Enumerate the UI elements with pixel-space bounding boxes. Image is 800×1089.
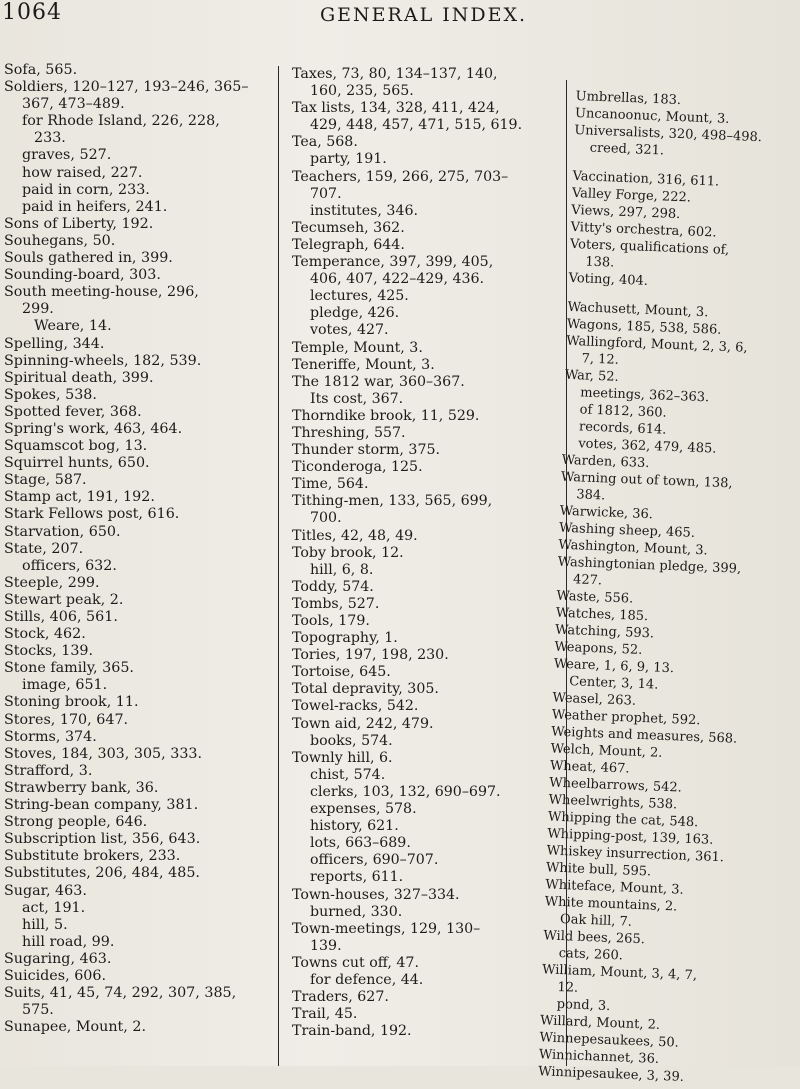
index-entry: Wheelbarrows, 542. [549, 775, 683, 796]
index-entry: Wild bees, 265. [543, 928, 646, 948]
page-header [0, 0, 800, 40]
index-entry: Weasel, 263. [552, 690, 637, 709]
index-entry: Total depravity, 305. [292, 681, 439, 698]
index-entry: Sugar, 463. [4, 882, 87, 899]
index-entry: Weare, 1, 6, 9, 13. [553, 656, 675, 677]
index-entry: Temperance, 397, 399, 405, [292, 254, 494, 271]
index-subentry: 367, 473–489. [22, 96, 125, 113]
index-subentry: cats, 260. [558, 945, 624, 964]
index-subentry: party, 191. [310, 151, 387, 168]
index-entry: Weather prophet, 592. [551, 707, 701, 729]
index-entry: Spokes, 538. [4, 386, 97, 403]
index-subentry: 7, 12. [581, 351, 620, 368]
index-entry: Spelling, 344. [4, 335, 105, 352]
index-subentry: 575. [22, 1002, 54, 1019]
index-subentry: Center, 3, 14. [568, 674, 659, 693]
index-entry: Tea, 568. [292, 134, 358, 151]
index-subentry: for Rhode Island, 226, 228, [22, 113, 220, 130]
index-entry: Towel-racks, 542. [292, 698, 419, 715]
index-entry: Stage, 587. [4, 472, 87, 489]
index-entry: Umbrellas, 183. [575, 88, 682, 109]
index-entry: Stewart peak, 2. [4, 591, 124, 608]
index-entry: Squamscot bog, 13. [4, 438, 148, 455]
index-entry: Stores, 170, 647. [4, 711, 129, 728]
index-entry: Tecumseh, 362. [292, 219, 405, 236]
index-subentry: chist, 574. [310, 766, 386, 783]
index-entry: Subscription list, 356, 643. [4, 831, 201, 848]
index-entry: Wheelwrights, 538. [548, 792, 678, 813]
index-subentry: Oak hill, 7. [559, 912, 633, 930]
index-subentry: 406, 407, 422–429, 436. [310, 271, 485, 288]
index-entry: Winnipesaukee, 3, 39. [537, 1064, 685, 1085]
index-entry: Strawberry bank, 36. [4, 779, 159, 796]
index-entry: Warwicke, 36. [559, 503, 654, 523]
index-entry: Vitty's orchestra, 602. [570, 219, 717, 241]
index-entry: Topography, 1. [292, 630, 398, 647]
index-entry: Tories, 197, 198, 230. [292, 647, 449, 664]
index-entry: Tithing-men, 133, 565, 699, [292, 493, 493, 510]
index-subentry: for defence, 44. [310, 971, 424, 988]
index-entry: Stamp act, 191, 192. [4, 489, 155, 506]
index-entry: Stark Fellows post, 616. [4, 506, 180, 523]
index-entry: Tax lists, 134, 328, 411, 424, [292, 100, 500, 117]
index-entry: Taxes, 73, 80, 134–137, 140, [292, 66, 498, 82]
index-entry: Washington, Mount, 3. [558, 537, 708, 559]
index-subentry: pledge, 426. [310, 305, 400, 322]
index-entry: Winnepesaukees, 50. [539, 1030, 680, 1051]
index-entry: Stoves, 184, 303, 305, 333. [4, 745, 203, 762]
index-entry: Welch, Mount, 2. [550, 741, 663, 761]
index-subentry: institutes, 346. [310, 202, 419, 219]
index-entry: Voting, 404. [568, 270, 649, 289]
running-head: GENERAL INDEX. [320, 4, 528, 26]
index-subentry: graves, 527. [22, 147, 112, 164]
index-entry: Sunapee, Mount, 2. [4, 1019, 147, 1036]
index-subentry: act, 191. [22, 899, 86, 916]
index-entry: Whipping the cat, 548. [547, 809, 699, 831]
index-subentry: pond, 3. [556, 996, 611, 1014]
index-subentry: burned, 330. [310, 903, 403, 920]
index-entry: Spring's work, 463, 464. [4, 420, 183, 437]
index-entry: Stoning brook, 11. [4, 694, 139, 711]
index-entry: Vaccination, 316, 611. [572, 168, 720, 190]
index-subentry: lectures, 425. [310, 288, 409, 305]
index-entry: Watching, 593. [554, 622, 655, 642]
index-entry: Squirrel hunts, 650. [4, 455, 150, 472]
index-subentry: 139. [310, 937, 342, 954]
index-subentry: 138. [585, 254, 615, 271]
index-subentry: how raised, 227. [22, 164, 143, 181]
index-entry: White bull, 595. [545, 860, 652, 880]
index-subentry: books, 574. [310, 732, 393, 749]
index-entry: Substitute brokers, 233. [4, 848, 181, 865]
index-entry: Sofa, 565. [4, 62, 78, 78]
column-divider [278, 66, 279, 1066]
index-entry: Townly hill, 6. [292, 749, 393, 766]
index-subentry: reports, 611. [310, 869, 404, 886]
index-subentry: officers, 632. [22, 557, 117, 574]
index-entry: Titles, 42, 48, 49. [292, 527, 418, 544]
index-subentry: Its cost, 367. [310, 390, 404, 407]
index-entry: Thunder storm, 375. [292, 442, 441, 459]
index-entry: Wagons, 185, 538, 586. [566, 316, 722, 338]
index-entry: Uncanoonuc, Mount, 3. [574, 105, 730, 127]
index-entry: Town-meetings, 129, 130– [292, 920, 481, 937]
index-entry: Stock, 462. [4, 626, 86, 643]
index-subentry: votes, 362, 479, 485. [578, 436, 717, 457]
index-entry: Temple, Mount, 3. [292, 339, 423, 356]
index-entry: Willard, Mount, 2. [539, 1013, 661, 1033]
index-entry: Wheat, 467. [549, 758, 630, 777]
index-entry: Town aid, 242, 479. [292, 715, 434, 732]
index-entry: Town-houses, 327–334. [292, 886, 460, 903]
index-entry: Sounding-board, 303. [4, 267, 161, 284]
index-subentry: hill, 6, 8. [310, 561, 374, 578]
index-subentry: creed, 321. [589, 140, 665, 159]
index-entry: Strong people, 646. [4, 814, 148, 831]
index-entry: Ticonderoga, 125. [292, 459, 423, 476]
index-entry: Traders, 627. [292, 989, 389, 1006]
index-entry: Whiteface, Mount, 3. [545, 877, 684, 898]
index-entry: Souls gathered in, 399. [4, 250, 173, 267]
index-entry: Suicides, 606. [4, 967, 107, 984]
index-entry: Stocks, 139. [4, 643, 94, 660]
index-entry: Weights and measures, 568. [550, 724, 738, 747]
index-entry: White mountains, 2. [544, 894, 678, 915]
index-subentry: lots, 663–689. [310, 835, 411, 852]
index-entry: Steeple, 299. [4, 574, 100, 591]
index-entry: Spinning-wheels, 182, 539. [4, 352, 202, 369]
index-entry: Stills, 406, 561. [4, 609, 118, 625]
index-entry: Time, 564. [292, 476, 369, 493]
index-subentry: of 1812, 360. [579, 402, 667, 421]
index-subentry: paid in corn, 233. [22, 181, 150, 198]
index-entry: Toddy, 574. [292, 578, 374, 595]
index-entry: Telegraph, 644. [292, 236, 405, 253]
index-entry: State, 207. [4, 540, 84, 557]
index-subentry: 384. [576, 487, 606, 504]
index-subentry: votes, 427. [310, 322, 389, 339]
index-entry: Voters, qualifications of, [569, 236, 730, 258]
index-entry: Valley Forge, 222. [571, 185, 692, 206]
index-entry: Substitutes, 206, 484, 485. [4, 865, 200, 882]
index-entry: Teneriffe, Mount, 3. [292, 356, 435, 373]
index-entry: Tools, 179. [292, 613, 370, 629]
index-entry: Washing sheep, 465. [558, 520, 696, 541]
index-column-s [4, 62, 272, 1036]
index-entry: Spiritual death, 399. [4, 369, 154, 386]
index-entry: Winnichannet, 36. [538, 1047, 660, 1067]
index-subentry: history, 621. [310, 818, 399, 835]
index-entry: Tombs, 527. [292, 595, 380, 612]
index-column-uvw [538, 88, 796, 1089]
index-entry: Waste, 556. [556, 588, 634, 607]
index-subentry: 429, 448, 457, 471, 515, 619. [310, 117, 523, 134]
index-entry: Wallingford, Mount, 2, 3, 6, [565, 333, 748, 356]
index-subentry: expenses, 578. [310, 801, 417, 818]
index-entry: Sons of Liberty, 192. [4, 215, 154, 232]
index-subentry: hill road, 99. [22, 933, 115, 950]
index-entry: Starvation, 650. [4, 523, 121, 540]
index-subentry: hill, 5. [22, 916, 68, 933]
index-entry: String-bean company, 381. [4, 797, 199, 814]
index-entry: Soldiers, 120–127, 193–246, 365– [4, 79, 249, 96]
index-subentry: meetings, 362–363. [580, 385, 710, 406]
index-entry: Strafford, 3. [4, 762, 93, 779]
index-entry: The 1812 war, 360–367. [292, 373, 465, 390]
index-subentry: image, 651. [22, 677, 108, 694]
index-entry: Train-band, 192. [292, 1023, 412, 1040]
index-entry: Threshing, 557. [292, 424, 406, 441]
index-entry: Suits, 41, 45, 74, 292, 307, 385, [4, 985, 237, 1002]
index-subentry: 12. [557, 979, 579, 996]
index-entry: Whipping-post, 139, 163. [547, 826, 714, 848]
index-subentry: records, 614. [578, 419, 667, 438]
index-entry: War, 52. [564, 367, 619, 385]
index-entry: Views, 297, 298. [571, 202, 681, 223]
index-entry: Warden, 633. [561, 452, 650, 472]
index-subentry: officers, 690–707. [310, 852, 439, 869]
index-subentry: Weare, 14. [34, 318, 112, 335]
index-entry: Wachusett, Mount, 3. [567, 299, 709, 321]
index-entry: Watches, 185. [555, 605, 649, 625]
index-entry: Thorndike brook, 11, 529. [292, 407, 480, 424]
index-subentry: 700. [310, 510, 342, 527]
index-subentry: 160, 235, 565. [310, 83, 414, 100]
index-entry: William, Mount, 3, 4, 7, [541, 962, 698, 984]
index-entry: Whiskey insurrection, 361. [546, 843, 725, 866]
index-entry: Washingtonian pledge, 399, [557, 554, 742, 577]
index-entry: Weapons, 52. [554, 639, 643, 658]
index-subentry: 299. [22, 301, 54, 318]
index-entry: Toby brook, 12. [292, 544, 404, 561]
index-entry: Stone family, 365. [4, 660, 134, 677]
index-entry: Tortoise, 645. [292, 664, 391, 681]
index-subentry: paid in heifers, 241. [22, 198, 168, 215]
index-entry: Sugaring, 463. [4, 950, 112, 967]
index-entry: Trail, 45. [292, 1006, 358, 1023]
index-entry: Storms, 374. [4, 728, 97, 745]
index-entry: Spotted fever, 368. [4, 403, 142, 420]
index-entry: Teachers, 159, 266, 275, 703– [292, 168, 509, 185]
index-entry: Souhegans, 50. [4, 232, 116, 249]
index-subentry: clerks, 103, 132, 690–697. [310, 783, 501, 800]
index-subentry: 427. [572, 572, 603, 589]
index-subentry: 707. [310, 185, 342, 202]
index-subentry: 233. [34, 130, 66, 147]
index-entry: Warning out of town, 138, [560, 469, 733, 492]
index-entry: Universalists, 320, 498–498. [574, 122, 763, 146]
index-entry: Towns cut off, 47. [292, 954, 419, 971]
page-number: 1064 [2, 0, 62, 25]
index-entry: South meeting-house, 296, [4, 284, 199, 301]
index-column-t [292, 66, 562, 1040]
